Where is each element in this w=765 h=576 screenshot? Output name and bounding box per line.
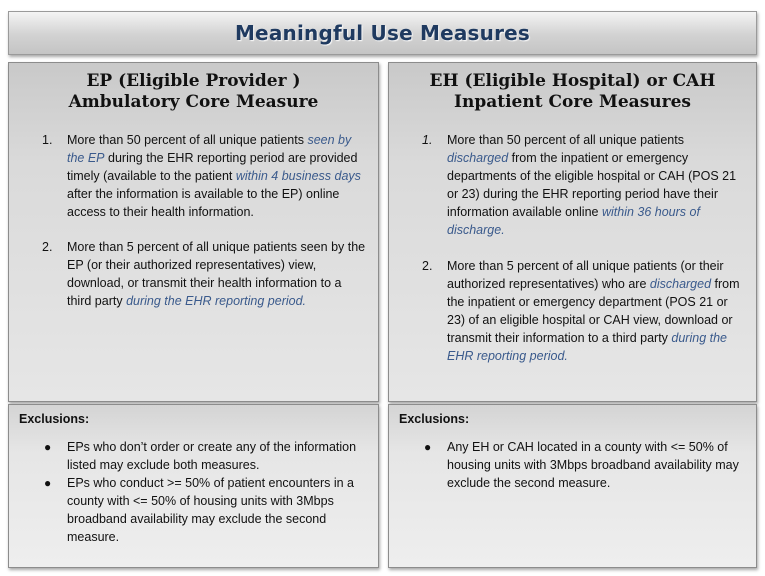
ep-heading [9, 71, 378, 113]
eh-measure-2-text-a: More than 5 percent of all unique patients (or their authorized representatives) who are [447, 259, 724, 291]
ep-measure-2-emphasis-a: during the EHR reporting period. [126, 294, 307, 308]
ep-measure-1-text-a: More than 50 percent of all unique patients [67, 133, 308, 147]
eh-exclusions-heading: Exclusions: [399, 412, 470, 426]
eh-exclusions-panel [388, 404, 757, 568]
ep-exclusions-heading: Exclusions: [19, 412, 90, 426]
ep-measure-1-text-c: after the information is available to the EP) online access to their health information. [67, 187, 340, 219]
ep-exclusion-text: EPs who conduct >= 50% of patient encounters in a county with <= 50% of housing units with 3Mbps broadband availability may exclude the second measure. [67, 476, 354, 544]
ep-measure-2-text-a: More than 5 percent of all unique patients seen by the EP (or their authorized representatives) view, download, or transmit their health information to a third party [67, 240, 366, 308]
eh-measure-number: 1. [422, 133, 433, 147]
ep-exclusions-panel [8, 404, 379, 568]
ep-measure-number: 1. [42, 133, 53, 147]
eh-exclusion-text: Any EH or CAH located in a county with <= 50% of housing units with 3Mbps broadband availability may exclude the second measure. [447, 440, 739, 490]
ep-measure-list [9, 131, 378, 310]
eh-measure-2-emphasis-a: discharged [649, 277, 712, 291]
ep-exclusion-item [9, 474, 378, 546]
bullet-icon: ● [44, 476, 52, 490]
eh-measure-1-text-b: from the inpatient or emergency departments of the eligible hospital or CAH (POS 21 or 23) during the EHR reporting period have their information available online [447, 151, 737, 219]
eh-measure-2-text-b: from the inpatient or emergency department (POS 21 or 23) of an eligible hospital or CAH view, download or transmit their information to a third party [447, 277, 740, 345]
eh-exclusions-list [389, 438, 756, 492]
eh-measure-list [389, 131, 756, 365]
eh-measure-number: 2. [422, 259, 433, 273]
eh-measure-1-emphasis-a: discharged [447, 151, 509, 165]
eh-heading-line1: EH (Eligible Hospital) or CAH [429, 71, 716, 91]
ep-measure-1-emphasis-b: within 4 business days [235, 169, 361, 183]
page-title: Meaningful Use Measures [234, 21, 531, 45]
ep-measure-1-text-b: during the EHR reporting period are provided timely (available to the patient [67, 151, 358, 183]
ep-exclusion-item [9, 438, 378, 474]
ep-heading-line1: EP (Eligible Provider ) [86, 71, 301, 91]
eh-measure-2-emphasis-b: during the EHR reporting period. [447, 331, 728, 363]
eh-measures-panel [388, 62, 757, 402]
eh-measure-1-text-a: More than 50 percent of all unique patients [447, 133, 684, 147]
ep-measures-panel [8, 62, 379, 402]
eh-measure-1-emphasis-b: within 36 hours of discharge. [447, 205, 700, 237]
bullet-icon: ● [424, 440, 432, 454]
eh-heading-line2: Inpatient Core Measures [454, 92, 691, 112]
eh-exclusion-item [389, 438, 756, 492]
ep-measure-1-emphasis-a: seen by the EP [67, 133, 352, 165]
title-banner [8, 11, 757, 55]
eh-measure-item [389, 257, 756, 365]
ep-measure-item [9, 131, 378, 221]
eh-heading [389, 71, 756, 113]
ep-exclusion-text: EPs who don’t order or create any of the information listed may exclude both measures. [67, 440, 357, 472]
bullet-icon: ● [44, 440, 52, 454]
ep-measure-item [9, 238, 378, 310]
eh-measure-item [389, 131, 756, 239]
ep-measure-number: 2. [42, 240, 53, 254]
ep-heading-line2: Ambulatory Core Measure [68, 92, 319, 112]
ep-exclusions-list [9, 438, 378, 546]
